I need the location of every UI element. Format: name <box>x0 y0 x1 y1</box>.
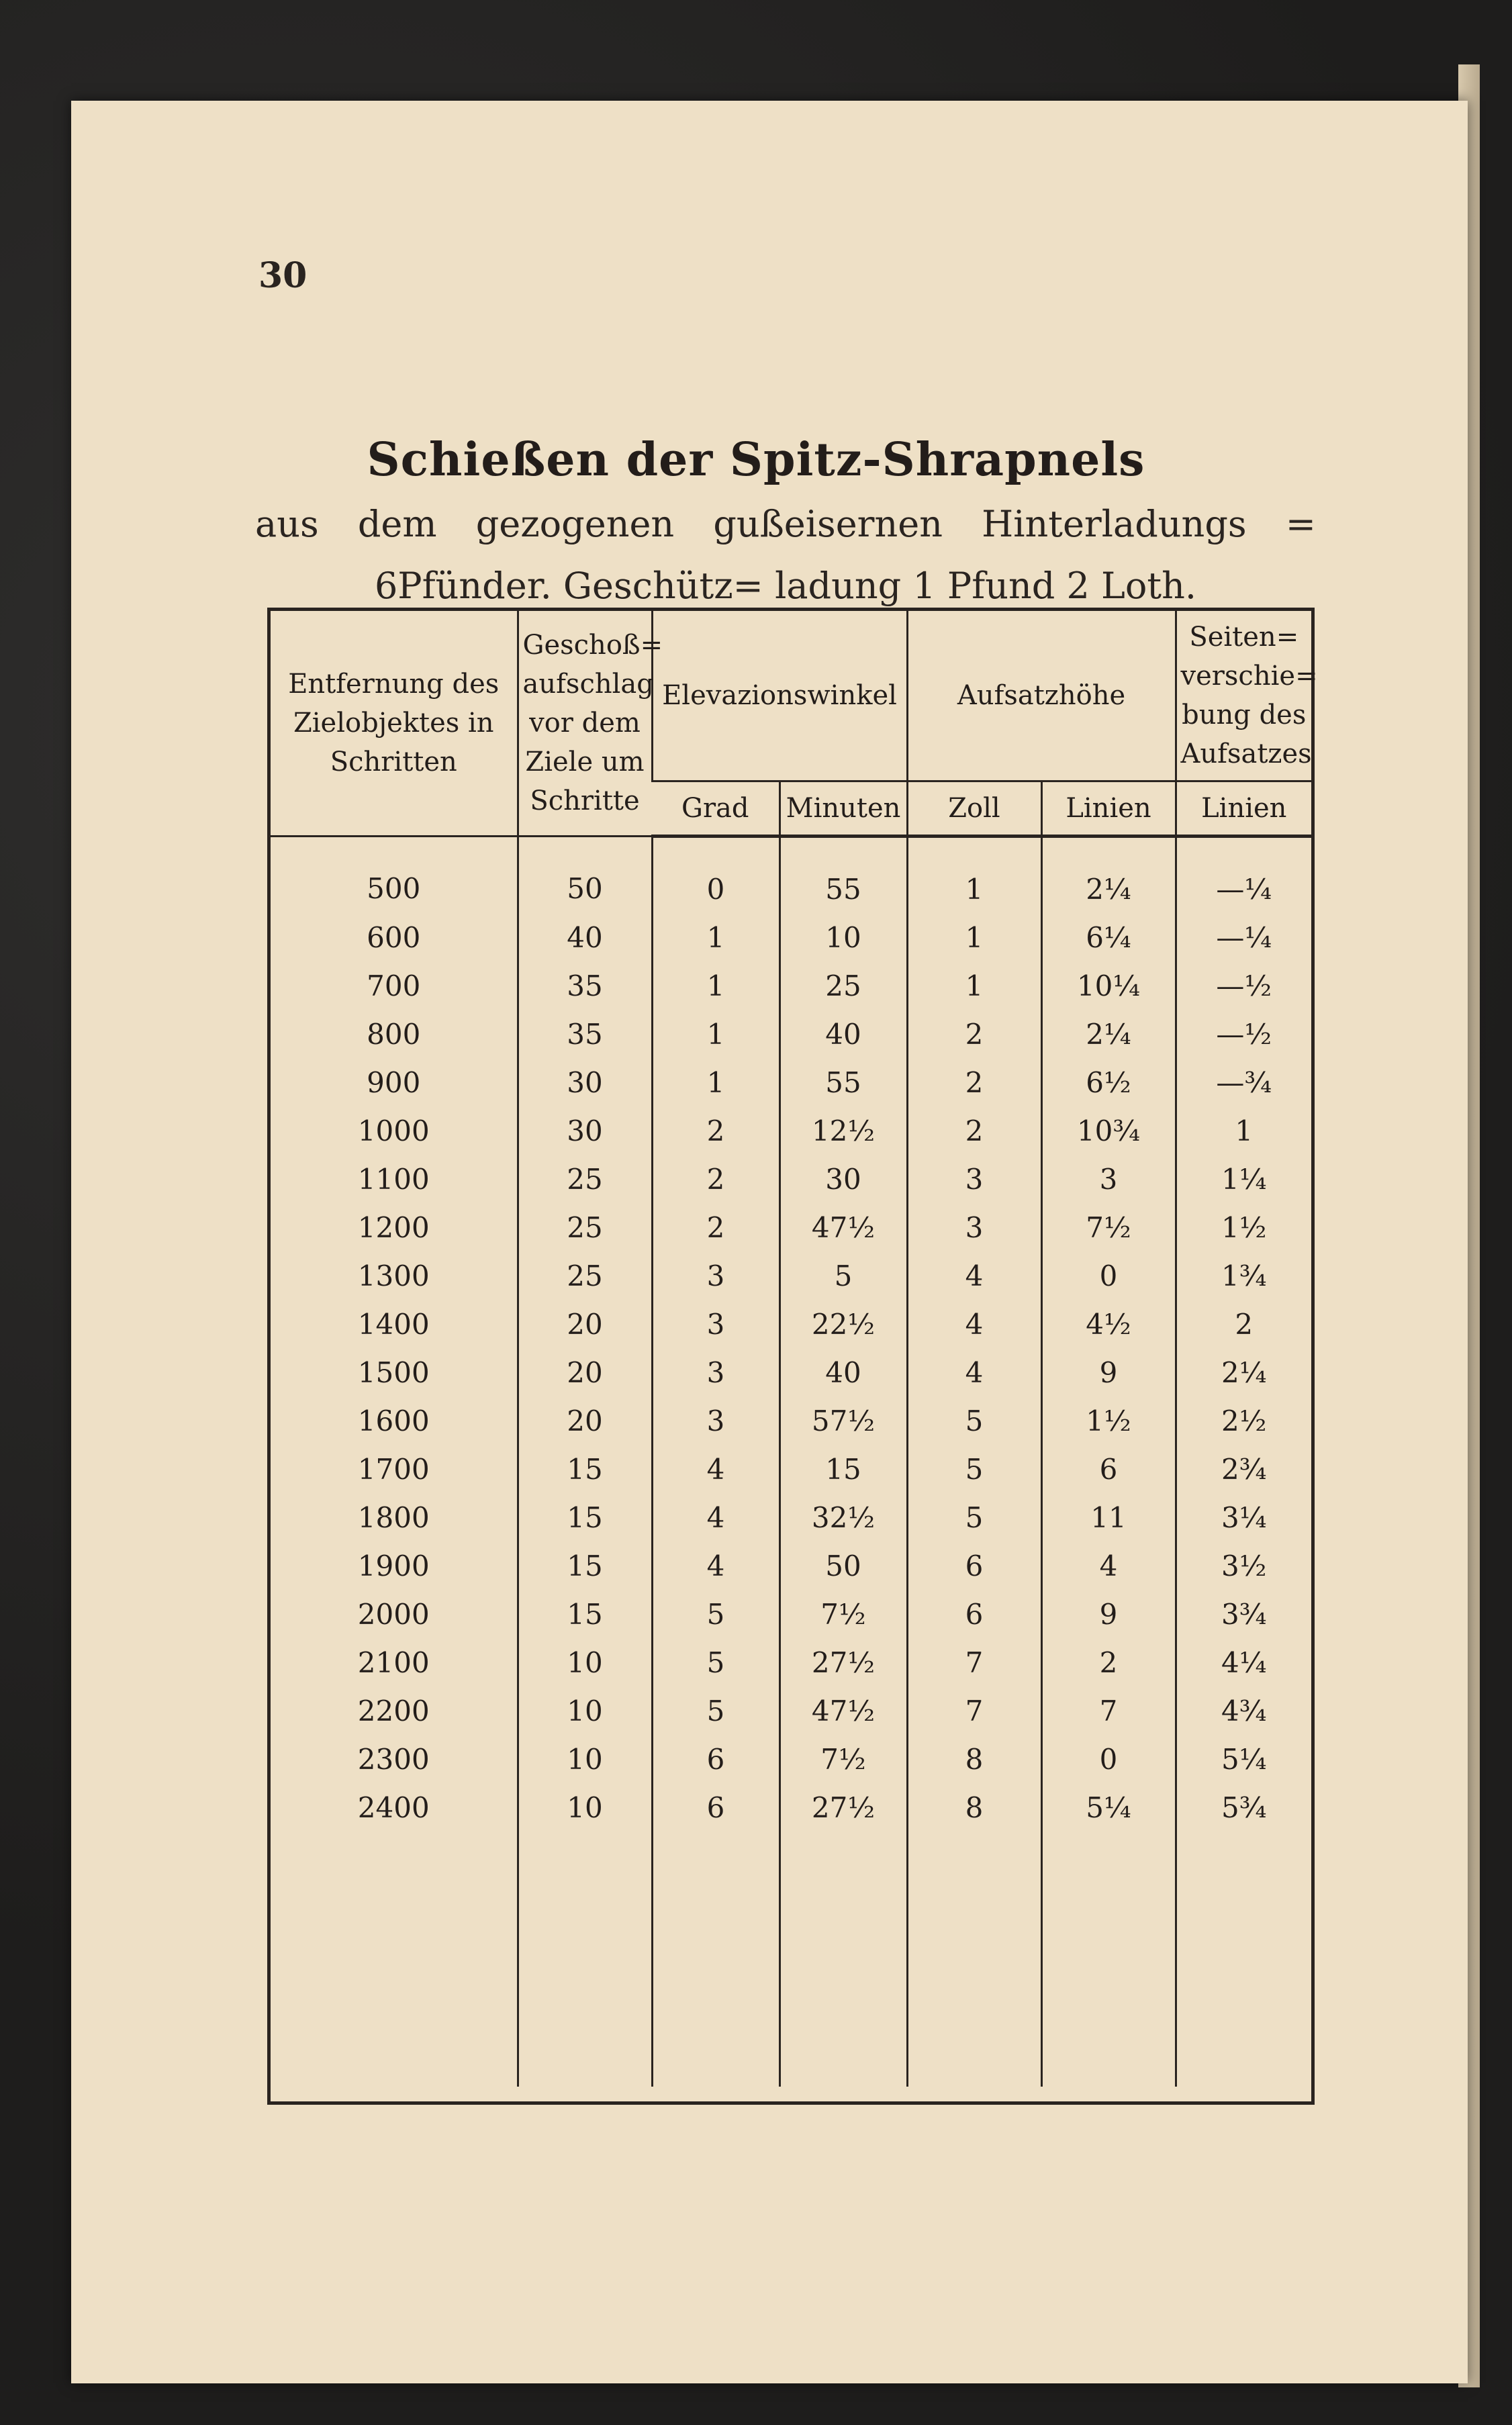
cell-distance: 1000 <box>357 1114 430 1147</box>
cell-minuten: 10 <box>779 913 907 961</box>
cell-linien: 0 <box>1041 1735 1176 1783</box>
cell-minuten: 50 <box>779 1541 907 1590</box>
cell-distance: 1900 <box>357 1549 430 1582</box>
cell-grad: 3 <box>652 1396 779 1445</box>
cell-distance: 2100 <box>357 1646 430 1679</box>
cell-lateral: 5¼ <box>1176 1735 1311 1783</box>
cell-distance: 2300 <box>357 1742 430 1776</box>
table-row <box>271 1445 1311 1493</box>
table-row <box>271 1348 1311 1396</box>
cell-linien: 3 <box>1041 1155 1176 1203</box>
cell-zoll: 3 <box>907 1203 1041 1251</box>
cell-zoll: 5 <box>907 1445 1041 1493</box>
table-row <box>271 1638 1311 1686</box>
page-title: Schießen der Spitz-Shrapnels <box>367 433 1145 487</box>
header-linien-lateral: Linien <box>1176 781 1311 837</box>
cell-impact: 20 <box>518 1300 652 1348</box>
cell-linien: 10¾ <box>1041 1106 1176 1155</box>
cell-zoll: 2 <box>907 1106 1041 1155</box>
cell-distance: 2400 <box>357 1791 430 1824</box>
cell-minuten: 47½ <box>779 1686 907 1735</box>
cell-linien: 6¼ <box>1041 913 1176 961</box>
cell-grad: 6 <box>652 1735 779 1783</box>
table-row <box>271 1010 1311 1058</box>
cell-distance: 1300 <box>357 1259 430 1292</box>
cell-lateral: 1½ <box>1176 1203 1311 1251</box>
cell-linien: 4½ <box>1041 1300 1176 1348</box>
cell-distance: 2200 <box>357 1694 430 1727</box>
cell-impact: 10 <box>518 1686 652 1735</box>
page-number: 30 <box>258 255 308 296</box>
table-row <box>271 1106 1311 1155</box>
header-distance: Entfernung des Zielobjektes in Schritten <box>271 611 518 837</box>
cell-grad: 3 <box>652 1300 779 1348</box>
cell-lateral: 2¼ <box>1176 1348 1311 1396</box>
cell-lateral: —½ <box>1176 961 1311 1010</box>
cell-impact: 20 <box>518 1396 652 1445</box>
cell-minuten: 55 <box>779 837 907 914</box>
empty-cell <box>271 1832 518 2087</box>
empty-cell <box>1176 1832 1311 2087</box>
cell-distance: 500 <box>367 872 421 905</box>
header-sight: Aufsatzhöhe <box>907 611 1176 781</box>
cell-minuten: 55 <box>779 1058 907 1106</box>
cell-grad: 3 <box>652 1251 779 1300</box>
cell-distance: 1800 <box>357 1501 430 1534</box>
cell-minuten: 22½ <box>779 1300 907 1348</box>
cell-grad: 5 <box>652 1686 779 1735</box>
header-lateral: Seiten= verschie= bung des Aufsatzes <box>1176 611 1311 781</box>
cell-impact: 10 <box>518 1638 652 1686</box>
cell-impact: 15 <box>518 1445 652 1493</box>
cell-minuten: 25 <box>779 961 907 1010</box>
cell-grad: 1 <box>652 1058 779 1106</box>
table-row <box>271 1686 1311 1735</box>
cell-linien: 2 <box>1041 1638 1176 1686</box>
table-row <box>271 1251 1311 1300</box>
cell-lateral: 2¾ <box>1176 1445 1311 1493</box>
cell-lateral: —¼ <box>1176 837 1311 914</box>
cell-minuten: 40 <box>779 1010 907 1058</box>
cell-zoll: 2 <box>907 1058 1041 1106</box>
cell-lateral: 1 <box>1176 1106 1311 1155</box>
cell-impact: 10 <box>518 1783 652 1832</box>
cell-lateral: 5¾ <box>1176 1783 1311 1832</box>
cell-distance: 1600 <box>357 1404 430 1437</box>
table-row <box>271 1783 1311 1832</box>
cell-linien: 2¼ <box>1041 837 1176 914</box>
cell-zoll: 7 <box>907 1638 1041 1686</box>
cell-zoll: 3 <box>907 1155 1041 1203</box>
cell-grad: 5 <box>652 1590 779 1638</box>
cell-lateral: —½ <box>1176 1010 1311 1058</box>
cell-minuten: 15 <box>779 1445 907 1493</box>
cell-zoll: 6 <box>907 1590 1041 1638</box>
cell-impact: 15 <box>518 1541 652 1590</box>
cell-lateral: 3½ <box>1176 1541 1311 1590</box>
cell-impact: 25 <box>518 1155 652 1203</box>
table-row <box>271 913 1311 961</box>
cell-grad: 4 <box>652 1541 779 1590</box>
cell-minuten: 27½ <box>779 1638 907 1686</box>
cell-linien: 9 <box>1041 1348 1176 1396</box>
cell-linien: 7½ <box>1041 1203 1176 1251</box>
cell-minuten: 40 <box>779 1348 907 1396</box>
cell-impact: 25 <box>518 1251 652 1300</box>
cell-zoll: 4 <box>907 1251 1041 1300</box>
cell-distance: 900 <box>367 1065 421 1099</box>
cell-lateral: 3¼ <box>1176 1493 1311 1541</box>
cell-impact: 40 <box>518 913 652 961</box>
firing-table <box>271 611 1318 2087</box>
table-row <box>271 961 1311 1010</box>
table-row <box>271 1155 1311 1203</box>
cell-zoll: 7 <box>907 1686 1041 1735</box>
empty-cell <box>1041 1832 1176 2087</box>
cell-lateral: 1¾ <box>1176 1251 1311 1300</box>
table-row <box>271 1058 1311 1106</box>
cell-minuten: 12½ <box>779 1106 907 1155</box>
cell-lateral: —¾ <box>1176 1058 1311 1106</box>
empty-cell <box>652 1832 779 2087</box>
cell-impact: 50 <box>518 837 652 914</box>
cell-lateral: 4¾ <box>1176 1686 1311 1735</box>
cell-minuten: 30 <box>779 1155 907 1203</box>
cell-zoll: 2 <box>907 1010 1041 1058</box>
cell-grad: 4 <box>652 1493 779 1541</box>
cell-zoll: 1 <box>907 913 1041 961</box>
cell-linien: 9 <box>1041 1590 1176 1638</box>
cell-linien: 4 <box>1041 1541 1176 1590</box>
cell-minuten: 7½ <box>779 1735 907 1783</box>
cell-minuten: 7½ <box>779 1590 907 1638</box>
cell-impact: 30 <box>518 1106 652 1155</box>
cell-zoll: 5 <box>907 1396 1041 1445</box>
cell-minuten: 47½ <box>779 1203 907 1251</box>
empty-cell <box>518 1832 652 2087</box>
cell-zoll: 8 <box>907 1735 1041 1783</box>
table-body <box>271 837 1311 2087</box>
table-row <box>271 1735 1311 1783</box>
cell-zoll: 4 <box>907 1300 1041 1348</box>
cell-lateral: 4¼ <box>1176 1638 1311 1686</box>
cell-zoll: 4 <box>907 1348 1041 1396</box>
header-zoll: Zoll <box>907 781 1041 837</box>
header-elevation: Elevazionswinkel <box>652 611 907 781</box>
cell-linien: 6½ <box>1041 1058 1176 1106</box>
table-row <box>271 1300 1311 1348</box>
cell-grad: 1 <box>652 961 779 1010</box>
cell-impact: 20 <box>518 1348 652 1396</box>
cell-minuten: 32½ <box>779 1493 907 1541</box>
table-row <box>271 1590 1311 1638</box>
table-row <box>271 1493 1311 1541</box>
cell-grad: 5 <box>652 1638 779 1686</box>
cell-grad: 2 <box>652 1106 779 1155</box>
empty-cell <box>779 1832 907 2087</box>
cell-impact: 35 <box>518 1010 652 1058</box>
cell-linien: 1½ <box>1041 1396 1176 1445</box>
cell-linien: 7 <box>1041 1686 1176 1735</box>
cell-impact: 30 <box>518 1058 652 1106</box>
header-grad: Grad <box>652 781 779 837</box>
cell-lateral: 3¾ <box>1176 1590 1311 1638</box>
cell-distance: 2000 <box>357 1597 430 1631</box>
header-impact: Geschoß= aufschlag vor dem Ziele um Schritte <box>518 611 652 837</box>
table-row <box>271 837 1311 914</box>
header-linien: Linien <box>1041 781 1176 837</box>
cell-linien: 0 <box>1041 1251 1176 1300</box>
firing-table-wrapper <box>267 608 1318 2105</box>
cell-grad: 2 <box>652 1155 779 1203</box>
cell-distance: 1500 <box>357 1356 430 1389</box>
cell-zoll: 1 <box>907 961 1041 1010</box>
cell-grad: 4 <box>652 1445 779 1493</box>
cell-distance: 1400 <box>357 1307 430 1341</box>
cell-impact: 10 <box>518 1735 652 1783</box>
cell-lateral: —¼ <box>1176 913 1311 961</box>
cell-linien: 6 <box>1041 1445 1176 1493</box>
cell-distance: 1700 <box>357 1452 430 1486</box>
cell-distance: 800 <box>367 1017 421 1051</box>
cell-impact: 15 <box>518 1590 652 1638</box>
firing-table-frame <box>267 608 1318 2105</box>
cell-distance: 700 <box>367 969 421 1002</box>
table-filler-row <box>271 1832 1311 2087</box>
cell-grad: 6 <box>652 1783 779 1832</box>
table-row <box>271 1541 1311 1590</box>
table-row <box>271 1203 1311 1251</box>
cell-grad: 1 <box>652 1010 779 1058</box>
empty-cell <box>907 1832 1041 2087</box>
cell-zoll: 5 <box>907 1493 1041 1541</box>
cell-lateral: 2½ <box>1176 1396 1311 1445</box>
cell-minuten: 5 <box>779 1251 907 1300</box>
cell-impact: 25 <box>518 1203 652 1251</box>
cell-grad: 3 <box>652 1348 779 1396</box>
cell-grad: 0 <box>652 837 779 914</box>
cell-impact: 15 <box>518 1493 652 1541</box>
cell-zoll: 8 <box>907 1783 1041 1832</box>
cell-distance: 1200 <box>357 1210 430 1244</box>
header-minuten: Minuten <box>779 781 907 837</box>
cell-grad: 2 <box>652 1203 779 1251</box>
cell-distance: 600 <box>367 920 421 954</box>
cell-linien: 11 <box>1041 1493 1176 1541</box>
cell-linien: 10¼ <box>1041 961 1176 1010</box>
cell-minuten: 57½ <box>779 1396 907 1445</box>
cell-linien: 2¼ <box>1041 1010 1176 1058</box>
cell-linien: 5¼ <box>1041 1783 1176 1832</box>
cell-grad: 1 <box>652 913 779 961</box>
cell-impact: 35 <box>518 961 652 1010</box>
cell-lateral: 2 <box>1176 1300 1311 1348</box>
cell-distance: 1100 <box>357 1162 430 1196</box>
page-subtitle: aus dem gezogenen gußeisernen Hinterladungs = 6Pfünder. Geschütz= ladung 1 Pfund 2 Loth. <box>255 503 1316 607</box>
cell-lateral: 1¼ <box>1176 1155 1311 1203</box>
cell-minuten: 27½ <box>779 1783 907 1832</box>
cell-zoll: 1 <box>907 837 1041 914</box>
cell-zoll: 6 <box>907 1541 1041 1590</box>
table-row <box>271 1396 1311 1445</box>
